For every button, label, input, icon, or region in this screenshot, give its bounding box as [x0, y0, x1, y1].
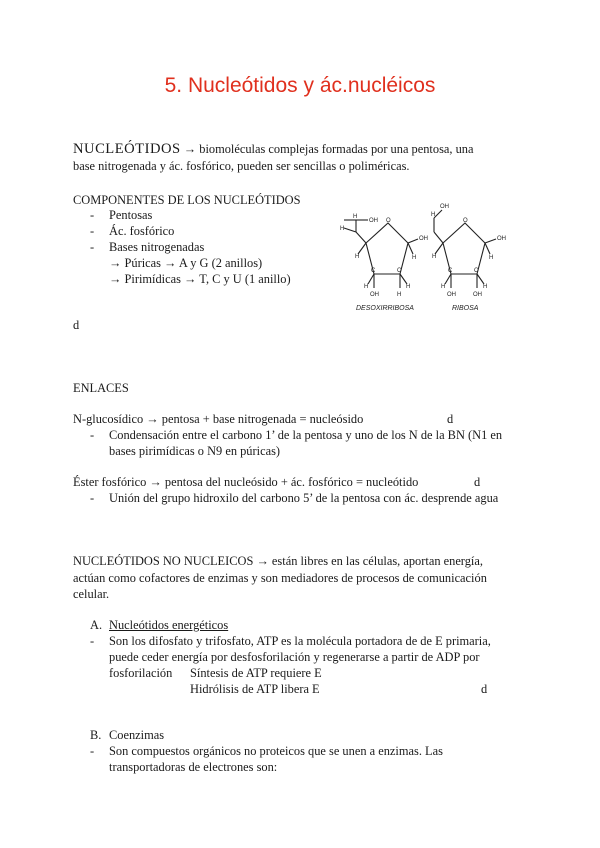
atom-o: O — [463, 218, 468, 224]
no-nucleicos-line3: celular. — [73, 587, 110, 601]
atom-oh: OH — [440, 204, 449, 210]
atom-h: H — [412, 255, 417, 261]
energeticos-hidrolisis: Hidrólisis de ATP libera E — [190, 682, 320, 696]
list-dash: - — [90, 224, 95, 238]
list-dash: - — [90, 634, 95, 648]
enlace-n-item-line1: Condensación entre el carbono 1’ de la pentosa y uno de los N de la BN (N1 en — [109, 428, 503, 442]
coenzimas-line2: transportadoras de electrones son: — [109, 760, 278, 774]
d-marker: d — [447, 412, 454, 426]
atom-oh: OH — [473, 292, 482, 298]
componentes-sub-puricas: → Púricas → A y G (2 anillos) — [109, 256, 263, 270]
energeticos-line3a: fosforilación — [109, 666, 173, 680]
componentes-sub-pirimidicas: → Pirimídicas → T, C y U (1 anillo) — [109, 272, 291, 286]
atom-h: H — [364, 284, 369, 290]
no-nucleicos-line2: actúan como cofactores de enzimas y son mediadores de procesos de comunicación — [73, 571, 487, 585]
atom-oh: OH — [447, 292, 456, 298]
atom-h: H — [355, 254, 360, 260]
componentes-item-fosforico: Ác. fosfórico — [109, 224, 175, 238]
atom-c: C — [448, 268, 453, 274]
componentes-item-pentosas: Pentosas — [109, 208, 153, 222]
nucleotidos-term: NUCLEÓTIDOS — [73, 141, 181, 157]
enlace-ester-item: Unión del grupo hidroxilo del carbono 5’ de la pentosa con ác. desprende agua — [109, 491, 499, 505]
enlaces-heading: ENLACES — [73, 381, 129, 395]
atom-h: H — [431, 212, 436, 218]
nucleotidos-def-line2: base nitrogenada y ác. fosfórico, pueden ser sencillas o poliméricas. — [73, 159, 410, 173]
page-title: 5. Nucleótidos y ác.nucléicos — [164, 74, 436, 97]
d-marker: d — [481, 682, 488, 696]
enlace-n-glucosidico: N-glucosídico → pentosa + base nitrogenada = nucleósido — [73, 412, 364, 426]
atom-h: H — [340, 226, 345, 232]
atom-oh: OH — [419, 236, 428, 242]
atom-h: H — [406, 284, 411, 290]
enlace-ester-fosforico: Éster fosfórico → pentosa del nucleósido + ác. fosfórico = nucleótido — [73, 475, 419, 489]
atom-h: H — [489, 255, 494, 261]
list-dash: - — [90, 491, 95, 505]
atom-c: C — [474, 268, 479, 274]
coenzimas-heading: Coenzimas — [109, 728, 165, 742]
atom-oh: OH — [370, 292, 379, 298]
energeticos-marker: A. — [90, 618, 103, 632]
list-dash: - — [90, 240, 95, 254]
energeticos-line2: puede ceder energía por desfosforilación y regenerarse a partir de ADP por — [109, 650, 480, 664]
energeticos-sintesis: Síntesis de ATP requiere E — [190, 666, 322, 680]
list-dash: - — [90, 428, 95, 442]
list-dash: - — [90, 744, 95, 758]
atom-oh: OH — [497, 236, 506, 242]
label-desoxirribosa: DESOXIRRIBOSA — [356, 305, 414, 312]
coenzimas-line1: Son compuestos orgánicos no proteicos que se unen a enzimas. Las — [109, 744, 443, 758]
nucleotidos-definition — [73, 141, 473, 157]
d-marker: d — [474, 475, 481, 489]
coenzimas-marker: B. — [90, 728, 102, 742]
componentes-heading: COMPONENTES DE LOS NUCLEÓTIDOS — [73, 193, 301, 207]
energeticos-line1: Son los difosfato y trifosfato, ATP es la molécula portadora de de E primaria, — [109, 634, 491, 648]
label-ribosa: RIBOSA — [452, 305, 479, 312]
atom-oh: OH — [369, 218, 378, 224]
atom-h: H — [353, 214, 358, 220]
atom-h: H — [483, 284, 488, 290]
componentes-item-bases: Bases nitrogenadas — [109, 240, 205, 254]
pentose-structures-figure — [336, 196, 516, 316]
atom-h: H — [441, 284, 446, 290]
energeticos-heading: Nucleótidos energéticos — [109, 618, 229, 632]
d-marker: d — [73, 318, 80, 332]
nucleotidos-def-line1: → biomoléculas complejas formadas por una pentosa, una — [180, 142, 474, 156]
atom-o: O — [386, 218, 391, 224]
list-dash: - — [90, 208, 95, 222]
atom-c: C — [371, 268, 376, 274]
no-nucleicos-line1: NUCLEÓTIDOS NO NUCLEICOS → están libres en las células, aportan energía, — [73, 554, 483, 568]
atom-h: H — [397, 292, 402, 298]
atom-c: C — [397, 268, 402, 274]
atom-h: H — [432, 254, 437, 260]
enlace-n-item-line2: bases pirimídicas o N9 en púricas) — [109, 444, 281, 458]
